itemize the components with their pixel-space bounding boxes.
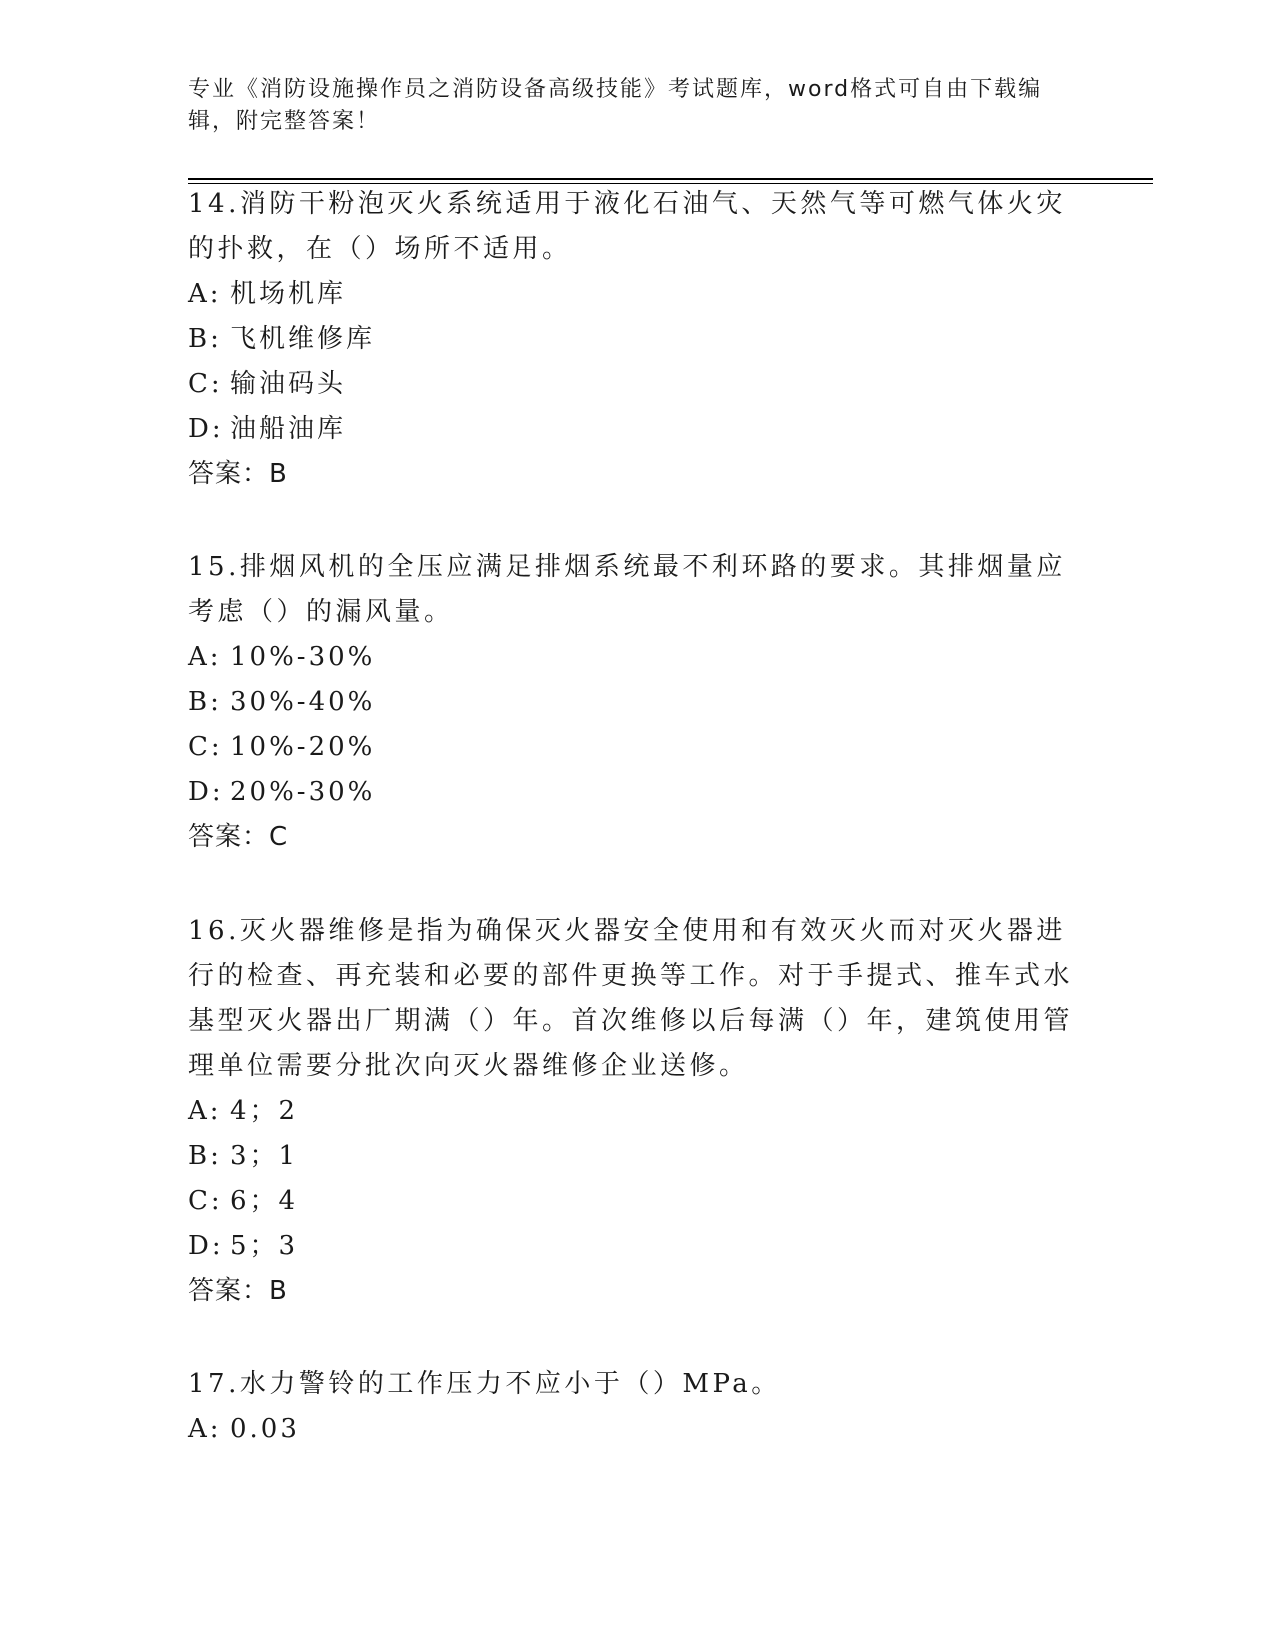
option-text: 输油码头 bbox=[230, 369, 347, 399]
question-number: 15. bbox=[188, 552, 240, 582]
question-body: 灭火器维修是指为确保灭火器安全使用和有效灭火而对灭火器进行的检查、再充装和必要的部件更换等工作。对于手提式、推车式水基型灭火器出厂期满（）年。首次维修以后每满（）年，建筑使用管理单位需要分批次向灭火器维修企业送修。 bbox=[188, 916, 1074, 1081]
option-text: 6；4 bbox=[230, 1186, 299, 1216]
option-b bbox=[188, 317, 1088, 362]
option-a bbox=[188, 1407, 1088, 1452]
option-c bbox=[188, 362, 1088, 407]
question-16 bbox=[188, 909, 1088, 1313]
header-divider-thick bbox=[188, 178, 1153, 180]
option-d bbox=[188, 407, 1088, 452]
question-text bbox=[188, 182, 1088, 272]
option-label: A: bbox=[188, 642, 222, 672]
option-label: A: bbox=[188, 1096, 222, 1126]
option-text: 飞机维修库 bbox=[230, 324, 376, 354]
option-c bbox=[188, 725, 1088, 770]
question-text bbox=[188, 545, 1088, 635]
option-label: A: bbox=[188, 279, 222, 309]
option-text: 3；1 bbox=[230, 1141, 299, 1171]
option-a bbox=[188, 1089, 1088, 1134]
option-d bbox=[188, 1224, 1088, 1269]
question-text bbox=[188, 909, 1088, 1089]
option-b bbox=[188, 1134, 1088, 1179]
document-header: 专业《消防设施操作员之消防设备高级技能》考试题库，word格式可自由下载编辑，附完整答案！ bbox=[188, 77, 1043, 134]
option-text: 30%-40% bbox=[230, 687, 376, 717]
option-label: C: bbox=[188, 732, 223, 762]
question-number: 16. bbox=[188, 916, 240, 946]
question-body: 水力警铃的工作压力不应小于（）MPa。 bbox=[239, 1369, 781, 1399]
option-b bbox=[188, 680, 1088, 725]
question-body: 消防干粉泡灭火系统适用于液化石油气、天然气等可燃气体火灾的扑救，在（）场所不适用。 bbox=[188, 189, 1066, 264]
question-17 bbox=[188, 1362, 1088, 1452]
option-text: 5；3 bbox=[230, 1231, 299, 1261]
option-label: B: bbox=[188, 324, 222, 354]
option-d bbox=[188, 770, 1088, 815]
answer-line: 答案：B bbox=[188, 459, 288, 489]
option-text: 油船油库 bbox=[230, 414, 347, 444]
option-text: 机场机库 bbox=[230, 279, 347, 309]
question-number: 17. bbox=[188, 1369, 240, 1399]
question-text bbox=[188, 1362, 1088, 1407]
option-label: D: bbox=[188, 414, 224, 444]
option-a bbox=[188, 272, 1088, 317]
option-label: B: bbox=[188, 687, 222, 717]
question-14 bbox=[188, 182, 1088, 496]
question-body: 排烟风机的全压应满足排烟系统最不利环路的要求。其排烟量应考虑（）的漏风量。 bbox=[188, 552, 1066, 627]
option-text: 0.03 bbox=[230, 1414, 300, 1444]
option-text: 20%-30% bbox=[230, 777, 376, 807]
answer-line: 答案：B bbox=[188, 1276, 288, 1306]
answer-line: 答案：C bbox=[188, 822, 289, 852]
option-label: C: bbox=[188, 369, 223, 399]
option-label: D: bbox=[188, 777, 224, 807]
option-label: D: bbox=[188, 1231, 224, 1261]
option-text: 10%-20% bbox=[230, 732, 376, 762]
question-number: 14. bbox=[188, 189, 240, 219]
option-text: 10%-30% bbox=[230, 642, 376, 672]
option-label: C: bbox=[188, 1186, 223, 1216]
question-15 bbox=[188, 545, 1088, 859]
option-label: B: bbox=[188, 1141, 222, 1171]
option-a bbox=[188, 635, 1088, 680]
option-c bbox=[188, 1179, 1088, 1224]
option-label: A: bbox=[188, 1414, 222, 1444]
option-text: 4；2 bbox=[230, 1096, 299, 1126]
